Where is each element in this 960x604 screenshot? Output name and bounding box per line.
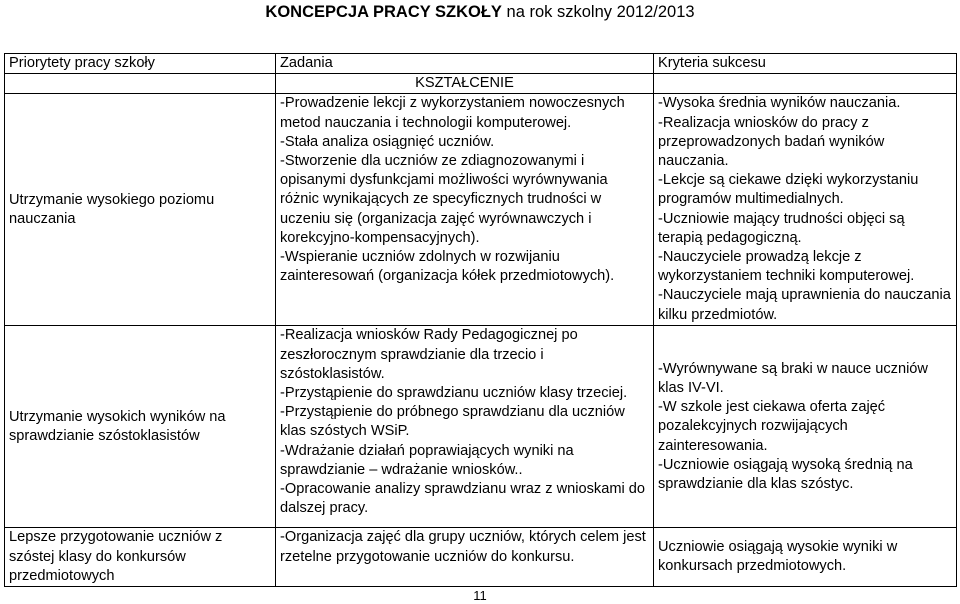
tasks-cell [276,326,654,528]
text-line: -Stworzenie dla uczniów ze zdiagnozowanymi i opisanymi dysfunkcjami możliwości wyrównywania różnic wynikających ze specyficznych trudności w uczeniu się (organizacja zajęć wyrównawczych i korekcyjno-kompensacyjnych). [280,153,608,246]
tasks-text [280,326,649,518]
priority-cell [5,94,276,326]
text-line: Uczniowie osiągają wysokie wyniki w konkursach przedmiotowych. [658,539,898,575]
text-line: -Nauczyciele prowadzą lekcje z wykorzystaniem techniki komputerowej. [658,249,915,285]
priority-text: Utrzymanie wysokich wyników na sprawdzianie szóstoklasistów [9,408,226,444]
tasks-cell [276,94,654,326]
text-line: -Uczniowie mający trudności objęci są terapią pedagogiczną. [658,210,905,246]
text-line: -Nauczyciele mają uprawnienia do nauczania kilku przedmiotów. [658,287,951,323]
header-criteria: Kryteria sukcesu [654,54,957,74]
header-row [5,54,957,74]
section-empty-right [654,74,957,94]
title-rest: na rok szkolny 2012/2013 [501,3,695,21]
text-line: -Wdrażanie działań poprawiających wyniki na sprawdzianie – wdrażanie wniosków.. [280,442,574,478]
page-number: 11 [473,588,487,603]
criteria-text [658,360,952,494]
section-title: KSZTAŁCENIE [276,74,654,94]
criteria-cell [654,528,957,587]
text-line: -Organizacja zajęć dla grupy uczniów, których celem jest rzetelne przygotowanie uczniów do konkursu. [280,529,646,565]
text-line: -Opracowanie analizy sprawdzianu wraz z wnioskami do dalszej pracy. [280,481,646,517]
criteria-cell [654,94,957,326]
text-line: -Wyrównywane są braki w nauce uczniów klas IV-VI. [658,360,928,396]
section-empty-left [5,74,276,94]
concept-table [4,53,957,587]
header-priorities: Priorytety pracy szkoły [5,54,276,74]
priority-text: Lepsze przygotowanie uczniów z szóstej klasy do konkursów przedmiotowych [9,529,223,584]
title-bold: KONCEPCJA PRACY SZKOŁY [265,3,502,21]
table-row [5,326,957,528]
document-title [0,1,960,23]
text-line: -Wysoka średnia wyników nauczania. [658,95,901,112]
tasks-text [280,94,649,286]
priority-cell [5,326,276,528]
table-row [5,94,957,326]
tasks-text [280,528,649,566]
section-row [5,74,957,94]
tasks-cell [276,528,654,587]
text-line: -Realizacja wniosków Rady Pedagogicznej po zeszłorocznym sprawdzianie dla trzecio i szóstoklasistów. [280,327,578,382]
table-row [5,528,957,587]
criteria-cell [654,326,957,528]
text-line: -Stała analiza osiągnięć uczniów. [280,133,495,150]
priority-cell [5,528,276,587]
criteria-text [658,94,952,324]
text-line: -Przystąpienie do próbnego sprawdzianu dla uczniów klas szóstych WSiP. [280,404,625,440]
text-line: -Przystąpienie do sprawdzianu uczniów klasy trzeciej. [280,385,628,402]
text-line: -Wspieranie uczniów zdolnych w rozwijaniu zainteresowań (organizacja kółek przedmiotowych). [280,249,615,285]
text-line: -Realizacja wniosków do pracy z przeprowadzonych badań wyników nauczania. [658,114,885,170]
header-tasks: Zadania [276,54,654,74]
criteria-text [658,538,952,576]
text-line: -Lekcje są ciekawe dzięki wykorzystaniu programów multimedialnych. [658,172,919,208]
text-line: -Uczniowie osiągają wysoką średnią na sprawdzianie dla klas szóstyc. [658,456,913,492]
text-line: -W szkole jest ciekawa oferta zajęć pozalekcyjnych rozwijających zainteresowania. [658,399,886,454]
text-line: -Prowadzenie lekcji z wykorzystaniem nowoczesnych metod nauczania i technologii komputerowej. [280,95,625,131]
priority-text: Utrzymanie wysokiego poziomu nauczania [9,191,215,227]
